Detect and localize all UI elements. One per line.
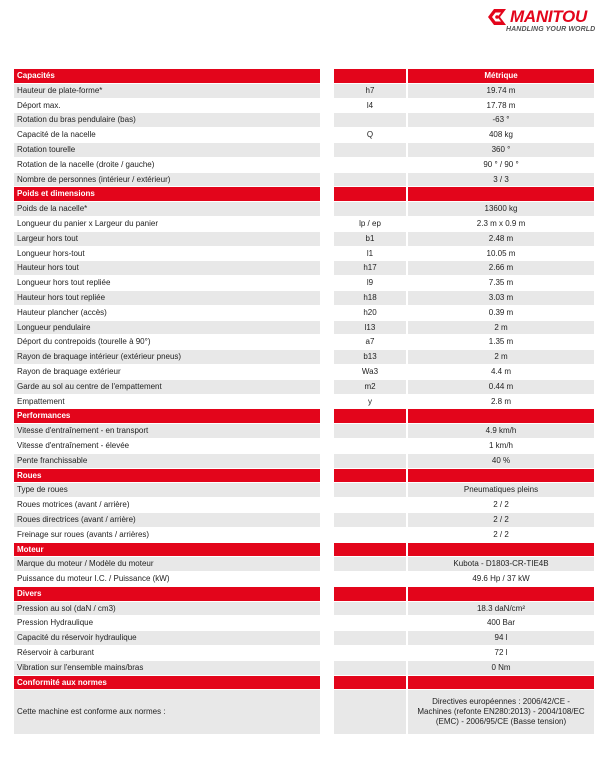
spec-row <box>14 335 594 350</box>
section-header <box>14 676 594 691</box>
spec-label: Rotation de la nacelle (droite / gauche) <box>14 158 320 172</box>
spec-value: 400 Bar <box>408 616 594 630</box>
spec-value: 17.78 m <box>408 99 594 113</box>
spec-row <box>14 498 594 513</box>
spec-label: Déport du contrepoids (tourelle à 90°) <box>14 335 320 349</box>
spec-value: 2 m <box>408 321 594 335</box>
spec-label: Marque du moteur / Modèle du moteur <box>14 557 320 571</box>
section-header <box>14 469 594 484</box>
spec-label: Garde au sol au centre de l'empattement <box>14 380 320 394</box>
section-header-capacites <box>14 69 594 84</box>
spec-value: 2 / 2 <box>408 513 594 527</box>
manitou-logo <box>486 6 596 38</box>
spec-row <box>14 291 594 306</box>
spec-code: Q <box>334 128 406 142</box>
spec-value: 10.05 m <box>408 247 594 261</box>
spec-value: 2 / 2 <box>408 498 594 512</box>
spec-value: 3 / 3 <box>408 173 594 187</box>
spec-row <box>14 572 594 587</box>
spec-row <box>14 528 594 543</box>
spec-label: Roues motrices (avant / arrière) <box>14 498 320 512</box>
spec-code <box>334 631 406 645</box>
spec-row <box>14 261 594 276</box>
manitou-emblem-icon <box>486 8 508 26</box>
spec-row <box>14 99 594 114</box>
spec-code <box>334 439 406 453</box>
spec-label: Cette machine est conforme aux normes : <box>14 690 320 734</box>
spec-value: 2.48 m <box>408 232 594 246</box>
spec-code <box>334 498 406 512</box>
brand-tagline: HANDLING YOUR WORLD <box>506 26 596 33</box>
spec-code <box>334 113 406 127</box>
spec-label: Longueur pendulaire <box>14 321 320 335</box>
spec-code <box>334 602 406 616</box>
spec-label: Rotation tourelle <box>14 143 320 157</box>
spec-value: 2.66 m <box>408 261 594 275</box>
spec-label: Freinage sur roues (avants / arrières) <box>14 528 320 542</box>
spec-code: b1 <box>334 232 406 246</box>
brand-name: MANITOU <box>510 7 587 26</box>
spec-value: 2 / 2 <box>408 528 594 542</box>
spec-value: -63 ° <box>408 113 594 127</box>
spec-label: Hauteur plancher (accès) <box>14 306 320 320</box>
spec-code <box>334 557 406 571</box>
spec-label: Vitesse d'entraînement - en transport <box>14 424 320 438</box>
spec-row <box>14 690 594 734</box>
spec-value: 0 Nm <box>408 661 594 675</box>
spec-code <box>334 424 406 438</box>
spec-code: m2 <box>334 380 406 394</box>
spec-value: 3.03 m <box>408 291 594 305</box>
spec-row <box>14 661 594 676</box>
spec-row <box>14 232 594 247</box>
spec-code: h18 <box>334 291 406 305</box>
spec-label: Hauteur hors tout repliée <box>14 291 320 305</box>
spec-code <box>334 143 406 157</box>
spec-row <box>14 602 594 617</box>
spec-code: l13 <box>334 321 406 335</box>
spec-label: Rotation du bras pendulaire (bas) <box>14 113 320 127</box>
spec-code <box>334 513 406 527</box>
spec-value: 1 km/h <box>408 439 594 453</box>
spec-value: 4.9 km/h <box>408 424 594 438</box>
spec-row <box>14 173 594 188</box>
spec-value: 1.35 m <box>408 335 594 349</box>
spec-code <box>334 690 406 734</box>
spec-value: 49.6 Hp / 37 kW <box>408 572 594 586</box>
spec-code: h7 <box>334 84 406 98</box>
spec-label: Rayon de braquage intérieur (extérieur pneus) <box>14 350 320 364</box>
spec-row <box>14 631 594 646</box>
spec-value: 4.4 m <box>408 365 594 379</box>
spec-code <box>334 173 406 187</box>
spec-code <box>334 572 406 586</box>
spec-code: a7 <box>334 335 406 349</box>
spec-label: Longueur hors tout repliée <box>14 276 320 290</box>
spec-value: Kubota - D1803-CR-TIE4B <box>408 557 594 571</box>
spec-label: Rayon de braquage extérieur <box>14 365 320 379</box>
spec-value: 408 kg <box>408 128 594 142</box>
spec-row <box>14 616 594 631</box>
unit-header: Métrique <box>408 69 594 83</box>
spec-label: Réservoir à carburant <box>14 646 320 660</box>
spec-label: Pression au sol (daN / cm3) <box>14 602 320 616</box>
spec-code: b13 <box>334 350 406 364</box>
section-header <box>14 587 594 602</box>
section-header <box>14 187 594 202</box>
spec-value: Directives européennes : 2006/42/CE - Machines (refonte EN280:2013) - 2004/108/EC (EMC) - 2006/95/CE (Basse tension) <box>408 690 594 734</box>
spec-code <box>334 202 406 216</box>
spec-code <box>334 616 406 630</box>
spec-label: Pression Hydraulique <box>14 616 320 630</box>
spec-label: Largeur hors tout <box>14 232 320 246</box>
spec-value: 360 ° <box>408 143 594 157</box>
spec-label: Type de roues <box>14 483 320 497</box>
spec-code: h17 <box>334 261 406 275</box>
spec-code <box>334 646 406 660</box>
spec-value: 18.3 daN/cm² <box>408 602 594 616</box>
spec-row <box>14 321 594 336</box>
spec-row <box>14 113 594 128</box>
spec-value: 2.3 m x 0.9 m <box>408 217 594 231</box>
spec-row <box>14 158 594 173</box>
spec-code: l1 <box>334 247 406 261</box>
spec-label: Vitesse d'entraînement - élevée <box>14 439 320 453</box>
section-header <box>14 543 594 558</box>
spec-row <box>14 128 594 143</box>
spec-code: lp / ep <box>334 217 406 231</box>
spec-value: 72 l <box>408 646 594 660</box>
spec-label: Déport max. <box>14 99 320 113</box>
spec-code: l9 <box>334 276 406 290</box>
spec-label: Roues directrices (avant / arrière) <box>14 513 320 527</box>
spec-code: l4 <box>334 99 406 113</box>
spec-label: Longueur hors-tout <box>14 247 320 261</box>
section-title: Roues <box>14 469 320 483</box>
section-title: Divers <box>14 587 320 601</box>
spec-row <box>14 365 594 380</box>
spec-row <box>14 217 594 232</box>
spec-value: 19.74 m <box>408 84 594 98</box>
spec-label: Longueur du panier x Largeur du panier <box>14 217 320 231</box>
section-header <box>14 409 594 424</box>
spec-row <box>14 143 594 158</box>
spec-label: Pente franchissable <box>14 454 320 468</box>
spec-row <box>14 350 594 365</box>
spec-label: Nombre de personnes (intérieur / extérieur) <box>14 173 320 187</box>
spec-code: y <box>334 395 406 409</box>
spec-table <box>14 69 594 734</box>
spec-row <box>14 276 594 291</box>
spec-row <box>14 202 594 217</box>
spec-row <box>14 513 594 528</box>
spec-row <box>14 439 594 454</box>
spec-value: 2 m <box>408 350 594 364</box>
spec-value: 40 % <box>408 454 594 468</box>
spec-value: Pneumatiques pleins <box>408 483 594 497</box>
section-title: Poids et dimensions <box>14 187 320 201</box>
spec-label: Hauteur hors tout <box>14 261 320 275</box>
spec-code: Wa3 <box>334 365 406 379</box>
spec-row <box>14 306 594 321</box>
spec-value: 94 l <box>408 631 594 645</box>
spec-row <box>14 84 594 99</box>
spec-code <box>334 454 406 468</box>
spec-value: 2.8 m <box>408 395 594 409</box>
spec-label: Puissance du moteur I.C. / Puissance (kW) <box>14 572 320 586</box>
spec-row <box>14 557 594 572</box>
spec-row <box>14 483 594 498</box>
spec-row <box>14 380 594 395</box>
spec-label: Empattement <box>14 395 320 409</box>
spec-label: Poids de la nacelle* <box>14 202 320 216</box>
spec-label: Hauteur de plate-forme* <box>14 84 320 98</box>
section-title: Conformité aux normes <box>14 676 320 690</box>
spec-value: 0.39 m <box>408 306 594 320</box>
spec-code <box>334 661 406 675</box>
spec-value: 13600 kg <box>408 202 594 216</box>
spec-label: Capacité du réservoir hydraulique <box>14 631 320 645</box>
section-title: Performances <box>14 409 320 423</box>
spec-row <box>14 454 594 469</box>
spec-row <box>14 247 594 262</box>
spec-row <box>14 395 594 410</box>
spec-code <box>334 483 406 497</box>
section-title: Moteur <box>14 543 320 557</box>
section-title: Capacités <box>14 69 320 83</box>
spec-code <box>334 158 406 172</box>
spec-label: Vibration sur l'ensemble mains/bras <box>14 661 320 675</box>
spec-row <box>14 646 594 661</box>
spec-row <box>14 424 594 439</box>
spec-value: 90 ° / 90 ° <box>408 158 594 172</box>
spec-code: h20 <box>334 306 406 320</box>
spec-value: 0.44 m <box>408 380 594 394</box>
spec-code <box>334 528 406 542</box>
spec-value: 7.35 m <box>408 276 594 290</box>
spec-label: Capacité de la nacelle <box>14 128 320 142</box>
